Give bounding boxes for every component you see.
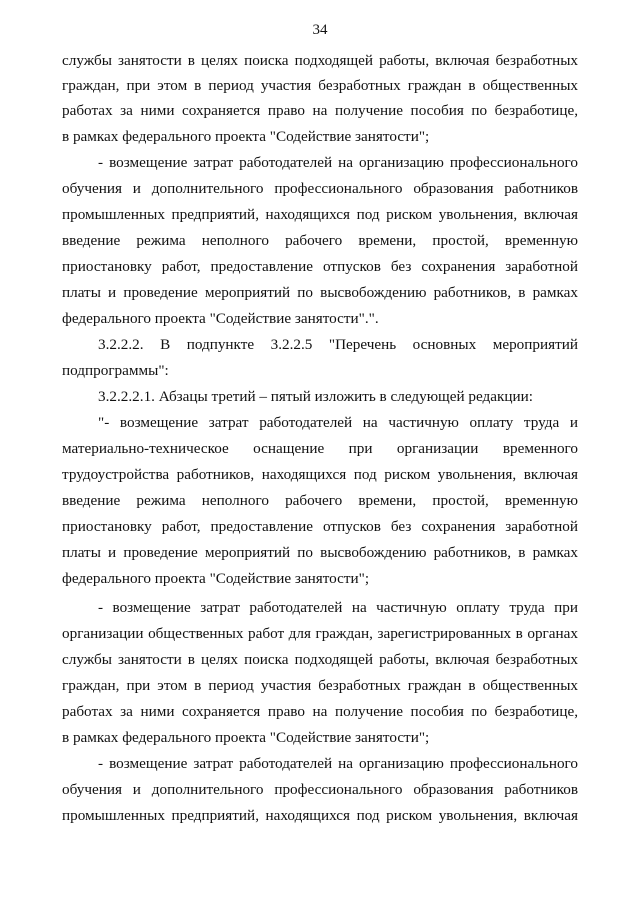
page-number: 34 <box>312 22 328 38</box>
text-line: работах за ними сохраняется право на получение пособия по безработице, <box>62 102 578 119</box>
text-line: обучения и дополнительного профессионального образования работников <box>62 781 578 798</box>
text-line: промышленных предприятий, находящихся под риском увольнения, включая <box>62 206 578 223</box>
text-line: службы занятости в целях поиска подходящей работы, включая безработных <box>62 52 578 69</box>
text-line: введение режима неполного рабочего времени, простой, временную <box>62 492 578 509</box>
text-line: организации общественных работ для граждан, зарегистрированных в органах <box>62 625 578 642</box>
text-line: службы занятости в целях поиска подходящей работы, включая безработных <box>62 651 578 668</box>
text-line: трудоустройства работников, находящихся под риском увольнения, включая <box>62 466 578 483</box>
text-line: промышленных предприятий, находящихся под риском увольнения, включая <box>62 807 578 824</box>
text-line: "- возмещение затрат работодателей на частичную оплату труда и <box>98 414 578 431</box>
text-line: работах за ними сохраняется право на получение пособия по безработице, <box>62 703 578 720</box>
text-line: приостановку работ, предоставление отпусков без сохранения заработной <box>62 258 578 275</box>
text-line: граждан, при этом в период участия безработных граждан в общественных <box>62 677 578 694</box>
text-line: - возмещение затрат работодателей на частичную оплату труда при <box>98 599 578 616</box>
text-line: - возмещение затрат работодателей на организацию профессионального <box>98 755 578 772</box>
text-line: введение режима неполного рабочего времени, простой, временную <box>62 232 578 249</box>
text-line: платы и проведение мероприятий по высвобождению работников, в рамках <box>62 544 578 561</box>
text-line: 3.2.2.2.1. Абзацы третий – пятый изложить в следующей редакции: <box>98 388 534 405</box>
text-line: приостановку работ, предоставление отпусков без сохранения заработной <box>62 518 578 535</box>
text-line: федерального проекта "Содействие занятости"; <box>62 570 370 587</box>
text-line: в рамках федерального проекта "Содействие занятости"; <box>62 729 430 746</box>
text-line: - возмещение затрат работодателей на организацию профессионального <box>98 154 578 171</box>
text-line: материально-техническое оснащение при организации временного <box>62 440 578 457</box>
text-line: граждан, при этом в период участия безработных граждан в общественных <box>62 77 578 94</box>
text-line: подпрограммы": <box>62 362 169 379</box>
text-line: платы и проведение мероприятий по высвобождению работников, в рамках <box>62 284 578 301</box>
text-line: 3.2.2.2. В подпункте 3.2.2.5 "Перечень основных мероприятий <box>98 336 578 353</box>
text-line: обучения и дополнительного профессионального образования работников <box>62 180 578 197</box>
text-line: в рамках федерального проекта "Содействие занятости"; <box>62 128 430 145</box>
text-line: федерального проекта "Содействие занятости".". <box>62 310 379 327</box>
